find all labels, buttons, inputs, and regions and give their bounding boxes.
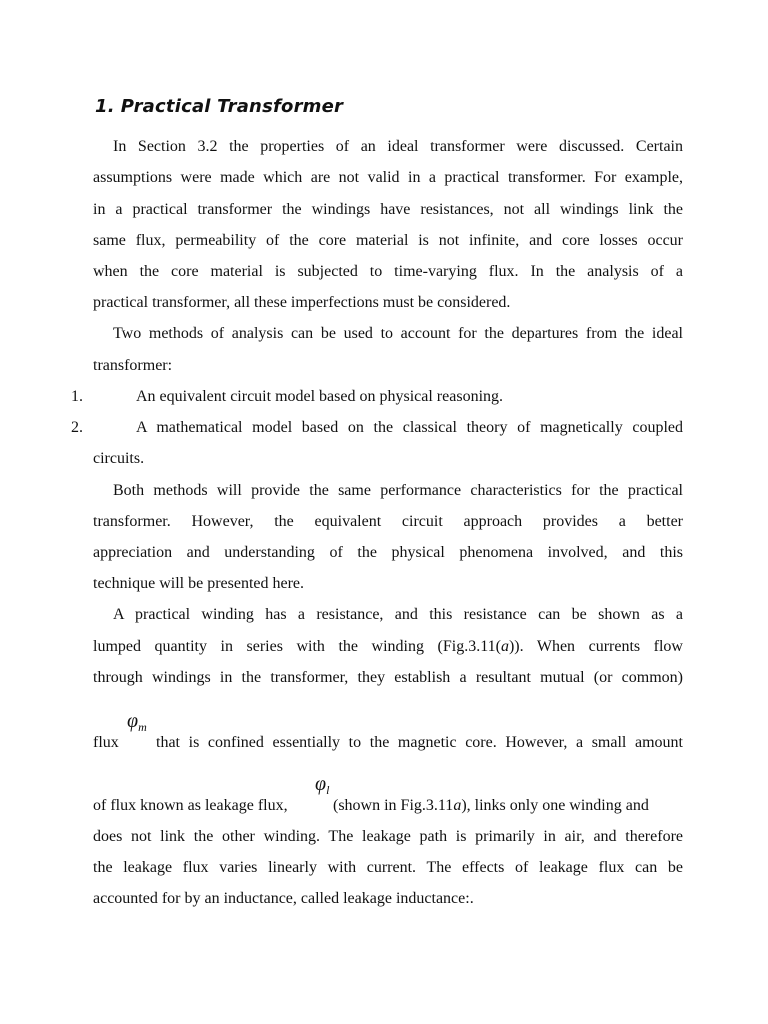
para1-line-1: In Section 3.2 the properties of an ideal transformer were discussed. Certain — [113, 138, 683, 155]
list-item-2-text: A mathematical model based on the classical theory of magnetically coupled — [136, 419, 683, 436]
para3-line-4: technique will be presented here. — [93, 575, 305, 592]
para4-line-1: A practical winding has a resistance, and this resistance can be shown as a — [113, 606, 683, 623]
list-item-1-number: 1. — [71, 388, 83, 405]
para1-line-4: same flux, permeability of the core material is not infinite, and core losses occur — [93, 232, 683, 249]
phi-l-subscript: l — [326, 783, 330, 797]
figure-ref-a: a — [500, 638, 509, 655]
phi-l-symbol: $\varphi_l$ — [315, 773, 330, 797]
para2-line-2: transformer: — [93, 357, 173, 374]
para2-line-1: Two methods of analysis can be used to account for the departures from the ideal — [113, 325, 683, 342]
section-title: Practical Transformer — [120, 96, 344, 117]
phi-m-subscript: m — [138, 720, 147, 734]
para1-line-6: practical transformer, all these imperfections must be considered. — [93, 294, 511, 311]
para3-line-3: appreciation and understanding of the physical phenomena involved, and this — [93, 544, 683, 561]
list-item-2-number: 2. — [71, 419, 83, 436]
para4-line-2-end: )). When currents flow — [508, 638, 683, 655]
list-item-2-continuation: circuits. — [93, 450, 145, 467]
para4-line-7: the leakage flux varies linearly with current. The effects of leakage flux can be — [93, 859, 683, 876]
section-number: 1. — [95, 96, 115, 117]
para4-line-8: accounted for by an inductance, called leakage inductance:. — [93, 890, 474, 907]
para1-line-3: in a practical transformer the windings have resistances, not all windings link the — [93, 201, 683, 218]
para4-line-5-end: (shown in Fig.3.11a), links only one winding and — [333, 797, 649, 814]
para4-line-2 — [93, 637, 683, 657]
para4-line-4: that is confined essentially to the magnetic core. However, a small amount — [156, 734, 683, 751]
para3-line-2: transformer. However, the equivalent circuit approach provides a better — [93, 513, 683, 530]
list-item-1-text: An equivalent circuit model based on physical reasoning. — [136, 388, 504, 405]
para1-line-2: assumptions were made which are not valid in a practical transformer. For example, — [93, 169, 683, 186]
para4-line-6: does not link the other winding. The leakage path is primarily in air, and therefore — [93, 828, 683, 845]
para1-line-5: when the core material is subjected to time-varying flux. In the analysis of a — [93, 263, 683, 280]
phi-m-symbol: $\varphi_m$ — [127, 710, 147, 734]
flux-word: flux — [93, 734, 119, 751]
section-heading — [95, 96, 343, 117]
para3-line-1: Both methods will provide the same performance characteristics for the practical — [113, 482, 683, 499]
figure-ref-a-2: a — [453, 797, 462, 814]
para4-line-5-start: of flux known as leakage flux, — [93, 797, 288, 814]
para4-line-2-start: lumped quantity in series with the winding (Fig.3.11( — [93, 638, 501, 655]
para4-line-3: through windings in the transformer, they establish a resultant mutual (or common) — [93, 669, 683, 686]
